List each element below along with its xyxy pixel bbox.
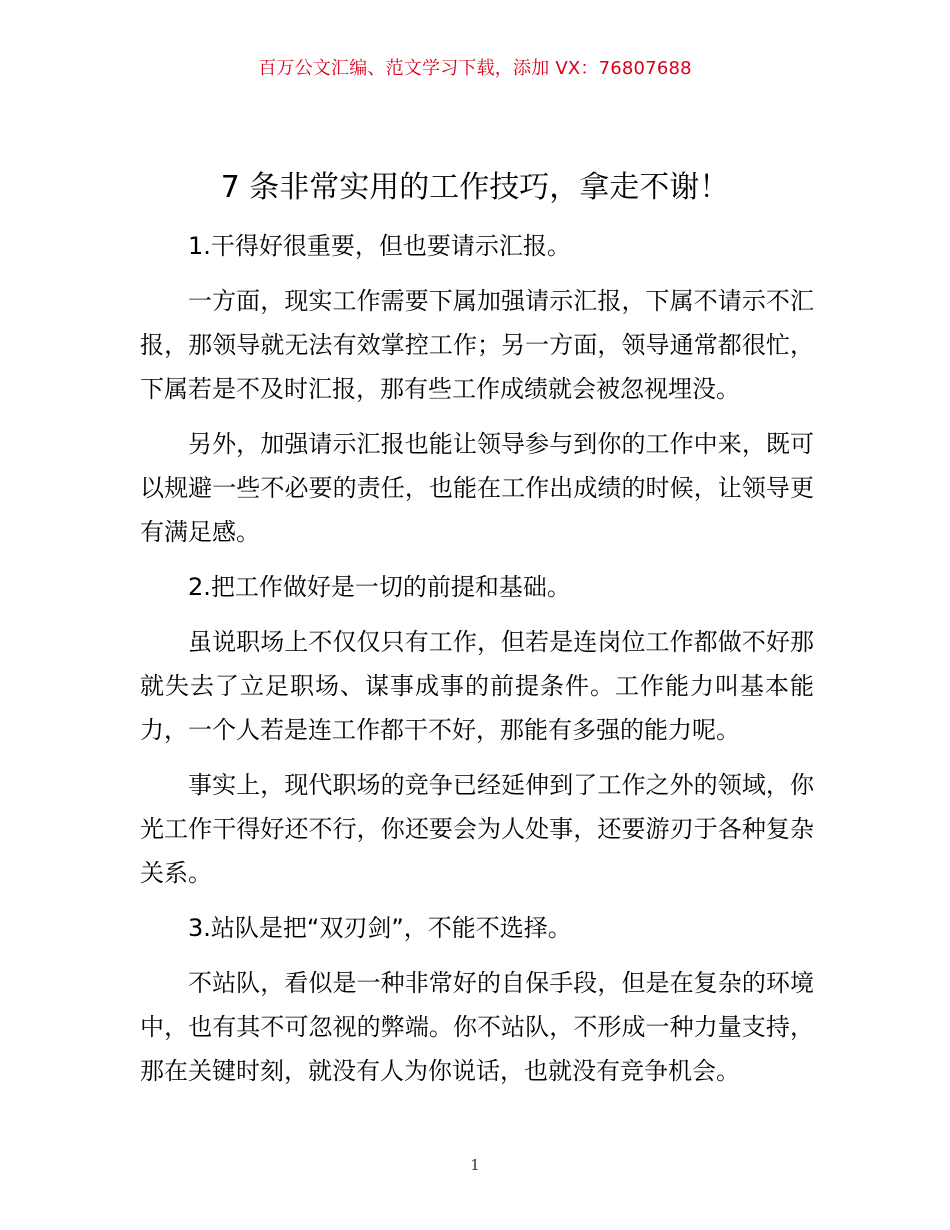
body-paragraph: 虽说职场上不仅仅只有工作，但若是连岗位工作都做不好那就失去了立足职场、谋事成事的前提条件。工作能力叫基本能力，一个人若是连工作都干不好，那能有多强的能力呢。 bbox=[140, 628, 814, 744]
body-paragraph: 事实上，现代职场的竞争已经延伸到了工作之外的领域，你光工作干得好还不行，你还要会为人处事，还要游刃于各种复杂关系。 bbox=[140, 771, 814, 887]
body-paragraph: 另外，加强请示汇报也能让领导参与到你的工作中来，既可以规避一些不必要的责任，也能在工作出成绩的时候，让领导更有满足感。 bbox=[140, 430, 814, 546]
body-paragraph: 一方面，现实工作需要下属加强请示汇报，下属不请示不汇报，那领导就无法有效掌控工作；另一方面，领导通常都很忙，下属若是不及时汇报，那有些工作成绩就会被忽视埋没。 bbox=[140, 287, 814, 403]
body-paragraph: 不站队，看似是一种非常好的自保手段，但是在复杂的环境中，也有其不可忽视的弊端。你不站队，不形成一种力量支持，那在关键时刻，就没有人为你说话，也就没有竞争机会。 bbox=[140, 969, 814, 1085]
heading-item-3: 3.站队是把“双刃剑”，不能不选择。 bbox=[188, 914, 572, 942]
document-title: 7 条非常实用的工作技巧，拿走不谢！ bbox=[220, 170, 730, 205]
page-number: 1 bbox=[470, 1156, 480, 1174]
heading-item-2: 2.把工作做好是一切的前提和基础。 bbox=[188, 573, 571, 601]
document-body bbox=[140, 224, 814, 1104]
heading-item-1: 1.干得好很重要，但也要请示汇报。 bbox=[188, 232, 571, 260]
watermark-header: 百万公文汇编、范文学习下载，添加 VX：76807688 bbox=[258, 58, 692, 79]
